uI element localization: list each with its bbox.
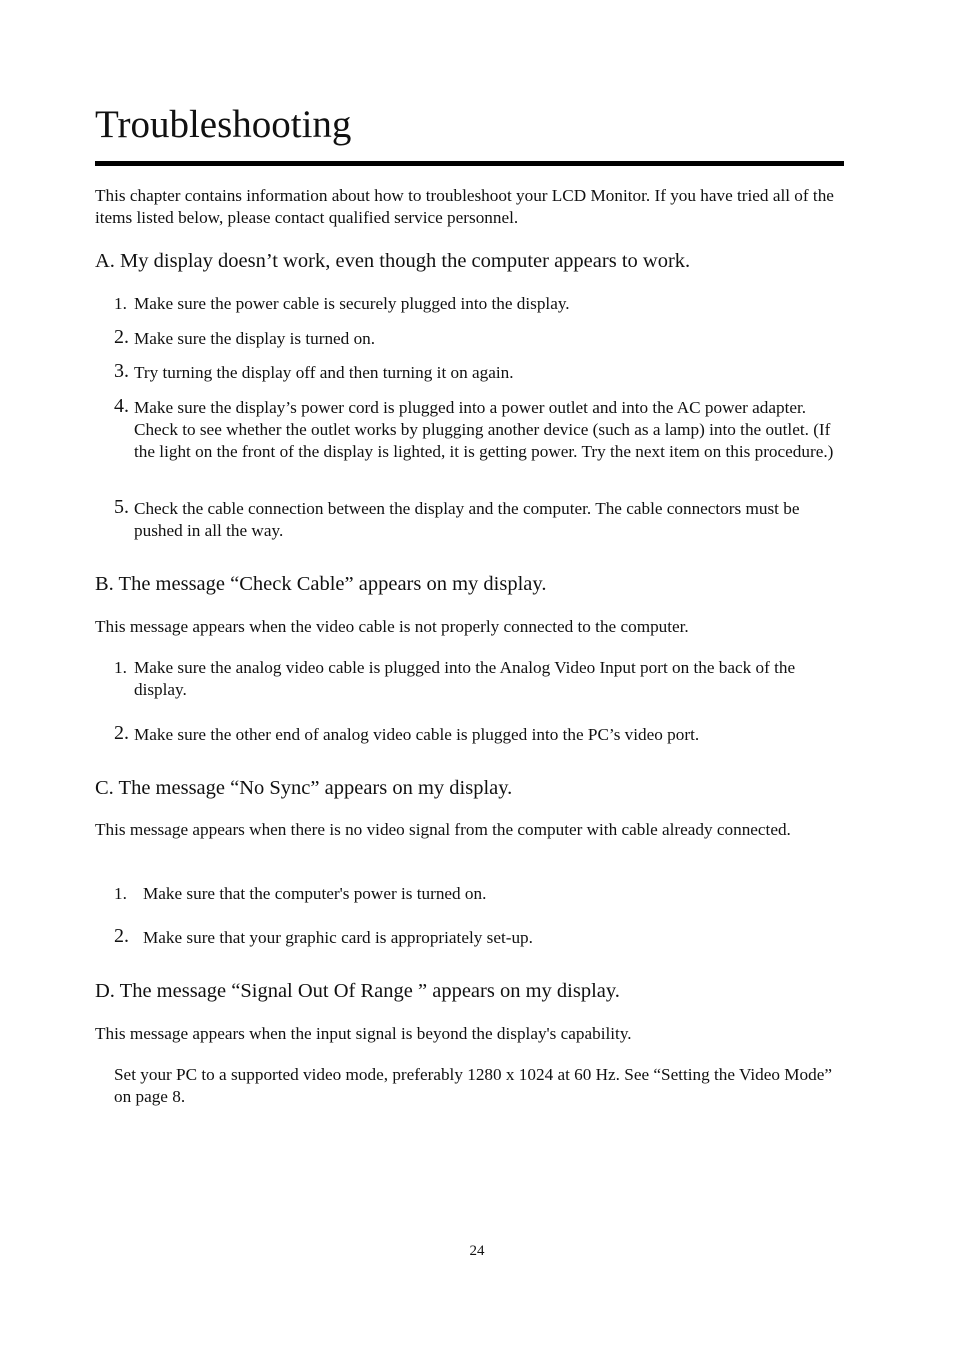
list-text: Make sure the analog video cable is plugged into the Analog Video Input port on the back of the display. xyxy=(134,658,796,699)
intro-text: This chapter contains information about how to troubleshoot your LCD Monitor. If you have tried all of the items listed below, please contact qualified service personnel. xyxy=(95,186,834,227)
section-c-heading-block xyxy=(95,775,847,801)
section-a-item-1 xyxy=(114,293,849,315)
section-d-heading: D. The message “Signal Out Of Range ” appears on my display. xyxy=(95,980,620,1002)
list-text: Make sure the display’s power cord is plugged into a power outlet and into the AC power adapter. Check to see whether the outlet works by plugging another device (such as a lamp) into the outlet. (If the light on the front of the display is lighted, it is getting power. Try the next item on this procedure.) xyxy=(134,398,834,461)
list-number: 4. xyxy=(114,395,129,417)
list-text: Check the cable connection between the display and the computer. The cable connectors must be pushed in all the way. xyxy=(134,499,800,540)
section-d-description: This message appears when the input signal is beyond the display's capability. xyxy=(95,1024,632,1043)
title-rule xyxy=(95,161,844,166)
section-a-item-2 xyxy=(114,328,849,350)
section-b-item-2 xyxy=(114,724,849,746)
list-text: Try turning the display off and then turning it on again. xyxy=(134,363,514,382)
list-text: Make sure the power cable is securely plugged into the display. xyxy=(134,294,570,313)
list-number: 2. xyxy=(114,722,129,744)
list-number: 2. xyxy=(114,925,129,947)
list-text: Make sure that the computer's power is turned on. xyxy=(143,884,487,903)
list-text: Make sure the display is turned on. xyxy=(134,329,376,348)
section-b-heading: B. The message “Check Cable” appears on my display. xyxy=(95,573,547,595)
list-number: 2. xyxy=(114,326,129,348)
section-a-item-5 xyxy=(114,498,849,542)
list-number: 1. xyxy=(114,658,127,677)
list-text: Make sure the other end of analog video cable is plugged into the PC’s video port. xyxy=(134,725,700,744)
section-c-description: This message appears when there is no video signal from the computer with cable already connected. xyxy=(95,820,791,839)
list-number: 1. xyxy=(114,294,127,313)
list-number: 3. xyxy=(114,360,129,382)
section-b-item-1 xyxy=(114,657,849,701)
section-a-item-4 xyxy=(114,397,849,463)
intro-paragraph xyxy=(95,185,847,229)
section-c-item-1 xyxy=(114,883,849,905)
list-number: 5. xyxy=(114,496,129,518)
section-c-item-2 xyxy=(114,927,849,949)
section-a-heading-block xyxy=(95,248,847,274)
section-d-heading-block xyxy=(95,978,847,1004)
section-d-note: Set your PC to a supported video mode, preferably 1280 x 1024 at 60 Hz. See “Setting the Video Mode” on page 8. xyxy=(114,1065,832,1106)
section-a-heading: A. My display doesn’t work, even though the computer appears to work. xyxy=(95,250,691,272)
section-d-description-block xyxy=(95,1023,847,1045)
page-title: Troubleshooting xyxy=(95,103,352,146)
section-c-description-block xyxy=(95,819,847,841)
section-b-description: This message appears when the video cable is not properly connected to the computer. xyxy=(95,617,689,636)
list-number: 1. xyxy=(114,884,127,903)
section-b-heading-block xyxy=(95,571,847,597)
list-text: Make sure that your graphic card is appropriately set-up. xyxy=(143,928,533,947)
section-c-heading: C. The message “No Sync” appears on my display. xyxy=(95,777,513,799)
section-b-description-block xyxy=(95,616,847,638)
section-a-item-3 xyxy=(114,362,849,384)
page-number: 24 xyxy=(469,1243,485,1259)
